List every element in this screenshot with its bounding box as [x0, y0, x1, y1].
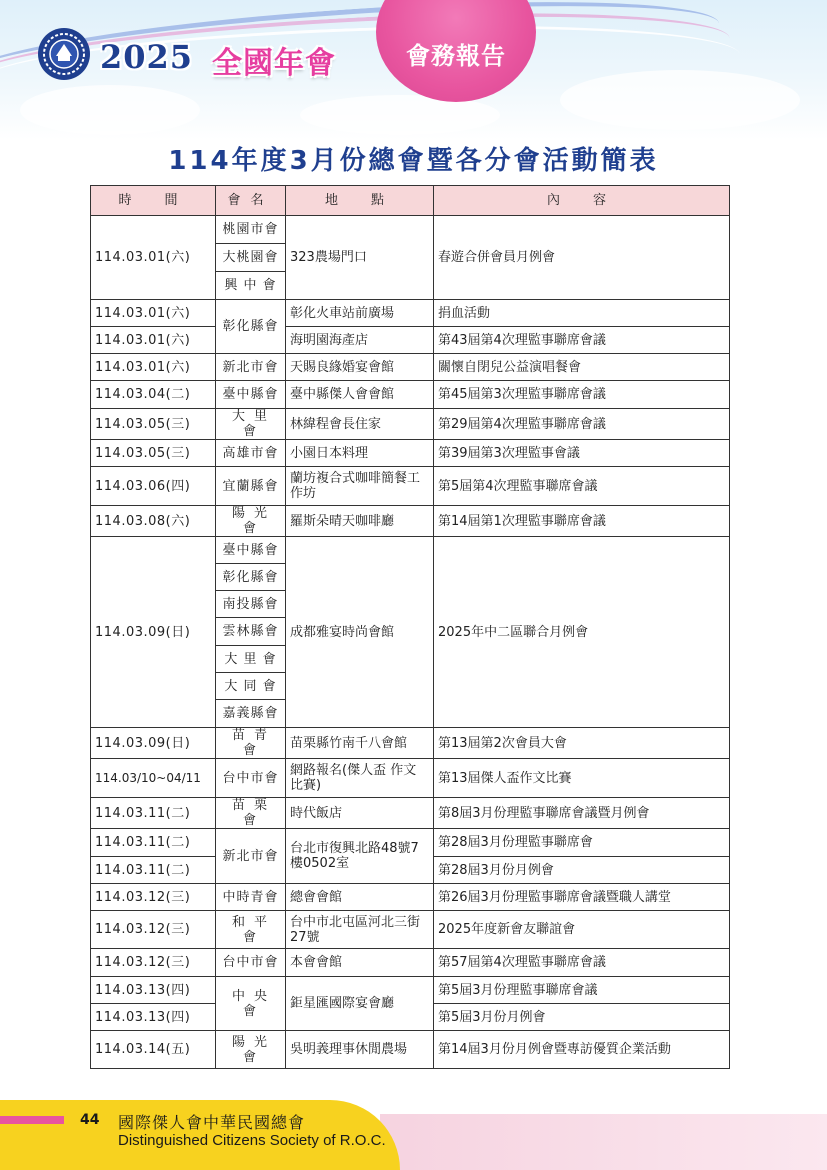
cell-branch: 彰化縣會 [216, 564, 286, 591]
cell-branch: 台中市會 [216, 949, 286, 977]
cell-place: 小園日本料理 [286, 440, 434, 467]
cell-branch: 桃園市會 [216, 216, 286, 244]
cell-place: 天賜良緣婚宴會館 [286, 354, 434, 381]
cell-branch: 中央會 [216, 977, 286, 1031]
table-row [91, 977, 730, 1004]
cell-date: 114.03.12(三) [91, 911, 216, 949]
cell-date: 114.03.09(日) [91, 537, 216, 728]
cell-branch: 大里會 [216, 409, 286, 440]
cell-date: 114.03.11(二) [91, 798, 216, 829]
cell-branch: 高雄市會 [216, 440, 286, 467]
page-title: 114年度3月份總會暨各分會活動簡表 [168, 146, 659, 176]
table-row [91, 829, 730, 857]
cell-date: 114.03/10~04/11 [91, 759, 216, 798]
col-header-place: 地 點 [286, 186, 434, 216]
cell-content: 第13屆第2次會員大會 [434, 728, 730, 759]
org-name-zh: 國際傑人會中華民國總會 [118, 1113, 306, 1132]
col-header-content: 內 容 [434, 186, 730, 216]
cell-content: 關懷自閉兒公益演唱餐會 [434, 354, 730, 381]
cell-date: 114.03.01(六) [91, 354, 216, 381]
cell-date: 114.03.08(六) [91, 506, 216, 537]
table-row [91, 884, 730, 911]
table-row [91, 300, 730, 327]
table-row [91, 216, 730, 244]
page-footer [0, 1100, 827, 1170]
cell-place: 本會會館 [286, 949, 434, 977]
table-header-row [91, 186, 730, 216]
cell-place: 海明園海產店 [286, 327, 434, 354]
cell-place: 蘭坊複合式咖啡簡餐工作坊 [286, 467, 434, 506]
cell-date: 114.03.01(六) [91, 300, 216, 327]
cell-branch: 興 中 會 [216, 272, 286, 300]
cell-date: 114.03.11(二) [91, 829, 216, 857]
cell-place: 成都雅宴時尚會館 [286, 537, 434, 728]
table-row [91, 798, 730, 829]
cell-content: 第14屆第1次理監事聯席會議 [434, 506, 730, 537]
cell-content: 春遊合併會員月例會 [434, 216, 730, 300]
cell-content: 2025年度新會友聯誼會 [434, 911, 730, 949]
section-label: 會務報告 [406, 42, 506, 70]
header-year: 2025 [100, 38, 194, 76]
cell-place: 林緯程會長住家 [286, 409, 434, 440]
cell-place: 323農場門口 [286, 216, 434, 300]
cell-place: 台中市北屯區河北三街27號 [286, 911, 434, 949]
table-row [91, 467, 730, 506]
table-row [91, 354, 730, 381]
table-row [91, 1031, 730, 1069]
cell-date: 114.03.12(三) [91, 884, 216, 911]
cell-place: 時代飯店 [286, 798, 434, 829]
header-convention: 全國年會 [212, 46, 336, 81]
table-row [91, 537, 730, 564]
col-header-branch: 會名 [216, 186, 286, 216]
cell-place: 台北市復興北路48號7樓0502室 [286, 829, 434, 884]
cell-branch: 臺中縣會 [216, 381, 286, 409]
cell-branch: 苗栗會 [216, 798, 286, 829]
table-row [91, 440, 730, 467]
society-emblem-icon [36, 26, 92, 82]
cell-date: 114.03.09(日) [91, 728, 216, 759]
cell-content: 第8屆3月份理監事聯席會議暨月例會 [434, 798, 730, 829]
col-header-date: 時 間 [91, 186, 216, 216]
cell-branch: 雲林縣會 [216, 618, 286, 646]
cell-branch: 南投縣會 [216, 591, 286, 618]
cell-content: 第29屆第4次理監事聯席會議 [434, 409, 730, 440]
footer-pink-band [380, 1114, 827, 1170]
cell-place: 臺中縣傑人會會館 [286, 381, 434, 409]
cell-date: 114.03.12(三) [91, 949, 216, 977]
cell-place: 吳明義理事休閒農場 [286, 1031, 434, 1069]
cell-branch: 新北市會 [216, 829, 286, 884]
cell-content: 第28屆3月份月例會 [434, 857, 730, 884]
cell-place: 鉅星匯國際宴會廳 [286, 977, 434, 1031]
table-row [91, 506, 730, 537]
cell-content: 第5屆3月份理監事聯席會議 [434, 977, 730, 1004]
cell-place: 苗栗縣竹南千八會館 [286, 728, 434, 759]
cell-content: 第14屆3月份月例會暨專訪優質企業活動 [434, 1031, 730, 1069]
table-row [91, 911, 730, 949]
cell-place: 彰化火車站前廣場 [286, 300, 434, 327]
cell-branch: 陽光會 [216, 506, 286, 537]
cell-branch: 中時青會 [216, 884, 286, 911]
cell-date: 114.03.01(六) [91, 216, 216, 300]
cell-branch: 臺中縣會 [216, 537, 286, 564]
cell-content: 第39屆第3次理監事會議 [434, 440, 730, 467]
table-row [91, 949, 730, 977]
cell-branch: 大 同 會 [216, 673, 286, 700]
cell-content: 第26屆3月份理監事聯席會議暨職人講堂 [434, 884, 730, 911]
cell-date: 114.03.13(四) [91, 977, 216, 1004]
cell-content: 2025年中二區聯合月例會 [434, 537, 730, 728]
cell-branch: 台中市會 [216, 759, 286, 798]
table-row [91, 381, 730, 409]
cell-date: 114.03.05(三) [91, 409, 216, 440]
cell-date: 114.03.01(六) [91, 327, 216, 354]
table-row [91, 327, 730, 354]
cell-branch: 彰化縣會 [216, 300, 286, 354]
cell-date: 114.03.14(五) [91, 1031, 216, 1069]
cell-branch: 宜蘭縣會 [216, 467, 286, 506]
cell-date: 114.03.05(三) [91, 440, 216, 467]
cell-content: 第43屆第4次理監事聯席會議 [434, 327, 730, 354]
cell-place: 羅斯朵晴天咖啡廳 [286, 506, 434, 537]
cell-date: 114.03.11(二) [91, 857, 216, 884]
cell-date: 114.03.13(四) [91, 1004, 216, 1031]
org-name-en: Distinguished Citizens Society of R.O.C. [118, 1132, 386, 1149]
table-row [91, 759, 730, 798]
cell-place: 總會會館 [286, 884, 434, 911]
cell-branch: 大桃園會 [216, 244, 286, 272]
cell-content: 第28屆3月份理監事聯席會 [434, 829, 730, 857]
cell-date: 114.03.06(四) [91, 467, 216, 506]
page-number: 44 [80, 1112, 100, 1128]
cell-branch: 大 里 會 [216, 646, 286, 673]
cell-branch: 陽光會 [216, 1031, 286, 1069]
cell-branch: 嘉義縣會 [216, 700, 286, 728]
page-header [0, 0, 827, 140]
activity-table [90, 185, 730, 1069]
cell-content: 第45屆第3次理監事聯席會議 [434, 381, 730, 409]
cell-branch: 新北市會 [216, 354, 286, 381]
cell-branch: 和平會 [216, 911, 286, 949]
cell-content: 第5屆第4次理監事聯席會議 [434, 467, 730, 506]
cell-place: 網路報名(傑人盃 作文比賽) [286, 759, 434, 798]
cell-content: 第13屆傑人盃作文比賽 [434, 759, 730, 798]
cell-content: 第5屆3月份月例會 [434, 1004, 730, 1031]
table-row [91, 728, 730, 759]
cell-content: 第57屆第4次理監事聯席會議 [434, 949, 730, 977]
cell-content: 捐血活動 [434, 300, 730, 327]
footer-magenta-stripe [0, 1116, 64, 1124]
cell-branch: 苗青會 [216, 728, 286, 759]
cell-date: 114.03.04(二) [91, 381, 216, 409]
table-row [91, 409, 730, 440]
